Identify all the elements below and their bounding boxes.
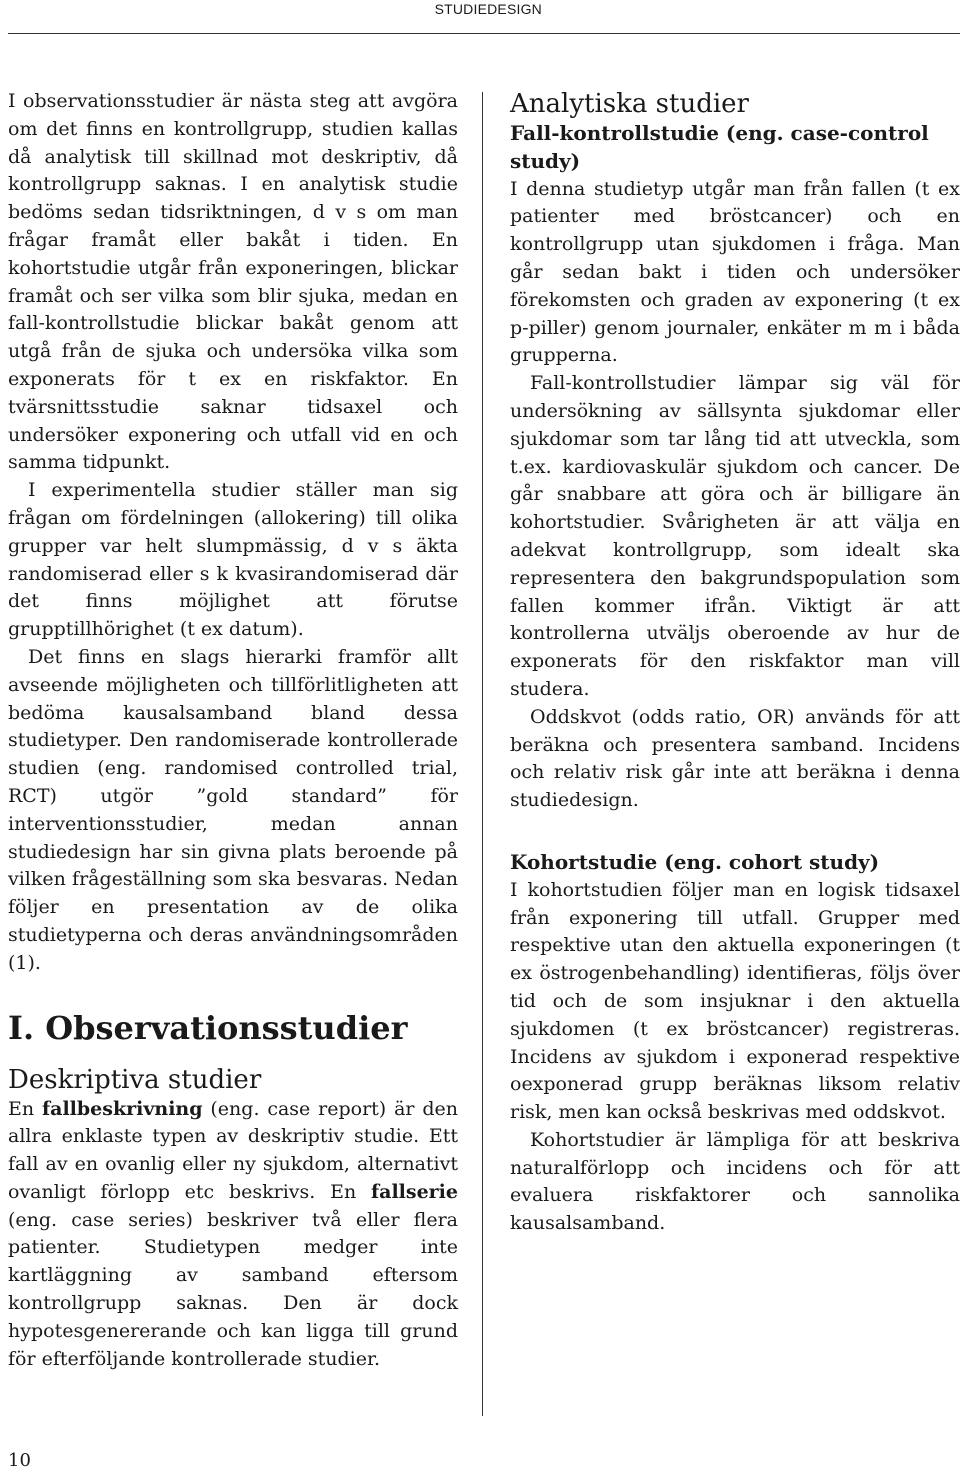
text-run: (eng. case report) är den allra enklaste typen av deskriptiv studie. Ett fall av en ovanlig eller ny sjukdom, alternativt ovanligt förlopp etc beskrivs. En	[8, 1097, 458, 1203]
running-title: STUDIEDESIGN	[434, 1, 542, 17]
left-column	[8, 88, 458, 1373]
paragraph-case-control-intro: I denna studietyp utgår man från fallen (t ex patienter med bröstcancer) och en kontrollgrupp utan sjukdomen i fråga. Man går sedan bakt i tiden och undersöker förekomsten och graden av exponering (t ex p-piller) genom journaler, enkäter m m i båda grupperna.	[510, 177, 960, 367]
paragraph-cohort-use: Kohortstudier är lämpliga för att beskriva naturalförlopp och incidens och för att evaluera riskfaktorer och sannolika kausalsamband.	[510, 1128, 960, 1235]
text-run: (eng. case series) beskriver två eller flera patienter. Studietypen medger inte kartläggning av samband eftersom kontrollgrupp saknas. Den är dock hypotesgenererande och kan ligga till grund för efterföljande kontrollerade studier.	[8, 1208, 458, 1370]
paragraph-hierarchy: Det finns en slags hierarki framför allt avseende möjligheten och tillförlitligheten att bedöma kausalsamband bland dessa studietyper. Den randomiserade kontrollerade studien (eng. randomised controlled trial, RCT) utgör ”gold standard” för interventionsstudier, medan annan studiedesign har sin givna plats beroende på vilken frågeställning som ska besvaras. Nedan följer en presentation av de olika studietyperna och deras användningsområden (1).	[8, 645, 458, 974]
column-divider	[482, 92, 483, 1416]
term-case-report: fallbeskrivning	[41, 1097, 203, 1120]
paragraph-cohort-intro: I kohortstudien följer man en logisk tidsaxel från exponering till utfall. Grupper med respektive utan den aktuella exponeringen (t ex östrogenbehandling) identifieras, följs över tid och de som insjuknar i den aktuella sjukdomen (t ex bröstcancer) registreras. Incidens av sjukdom i exponerad respektive oexponerad grupp beräknas liksom relativ risk, men kan också beskrivas med oddskvot.	[510, 878, 960, 1124]
page-number: 10	[8, 1450, 31, 1471]
heading-cohort: Kohortstudie (eng. cohort study)	[510, 849, 880, 874]
page-header	[0, 0, 960, 34]
text-run: En	[8, 1097, 42, 1120]
header-rule	[8, 33, 960, 34]
paragraph-case-report	[8, 1096, 458, 1374]
paragraph-experimental: I experimentella studier ställer man sig frågan om fördelningen (allokering) till olika grupper var helt slumpmässig, d v s äkta randomiserad eller s k kvasirandomiserad där det finns möjlighet att förutse grupptillhörighet (t ex datum).	[8, 479, 458, 641]
paragraph-odds-ratio: Oddskvot (odds ratio, OR) används för att beräkna och presentera samband. Incidens och relativ risk går inte att beräkna i denna studiedesign.	[510, 705, 960, 812]
paragraph-analytic-intro: I observationsstudier är nästa steg att avgöra om det finns en kontrollgrupp, studien kallas då analytisk till skillnad mot deskriptiv, då kontrollgrupp saknas. I en analytisk studie bedöms sedan tidsriktningen, d v s om man frågar framåt eller bakåt i tiden. En kohortstudie utgår från exponeringen, blickar framåt och ser vilka som blir sjuka, medan en fall-kontrollstudie blickar bakåt genom att utgå från de sjuka och undersöka vilka som exponerats för t ex en riskfaktor. En tvärsnittsstudie saknar tidsaxel och undersöker exponering och utfall vid en och samma tidpunkt.	[8, 90, 458, 474]
subsection-heading-analytic: Analytiska studier	[510, 89, 749, 119]
section-heading-observational: I. Observationsstudier	[8, 1008, 408, 1047]
heading-case-control: Fall-kontrollstudie (eng. case-control study)	[510, 121, 929, 173]
term-case-series: fallserie	[370, 1180, 458, 1203]
right-column	[510, 88, 960, 1238]
subsection-heading-descriptive: Deskriptiva studier	[8, 1064, 262, 1095]
paragraph-case-control-use: Fall-kontrollstudier lämpar sig väl för undersökning av sällsynta sjukdomar eller sjukdomar som tar lång tid att utveckla, som t.ex. kardiovaskulär sjukdom och cancer. De går snabbare att göra och är billigare än kohortstudier. Svårigheten är att välja en adekvat kontrollgrupp, som idealt ska representera den bakgrundspopulation som fallen kommer ifrån. Viktigt är att kontrollerna utväljs oberoende av hur de exponerats för den riskfaktor man vill studera.	[510, 372, 960, 700]
